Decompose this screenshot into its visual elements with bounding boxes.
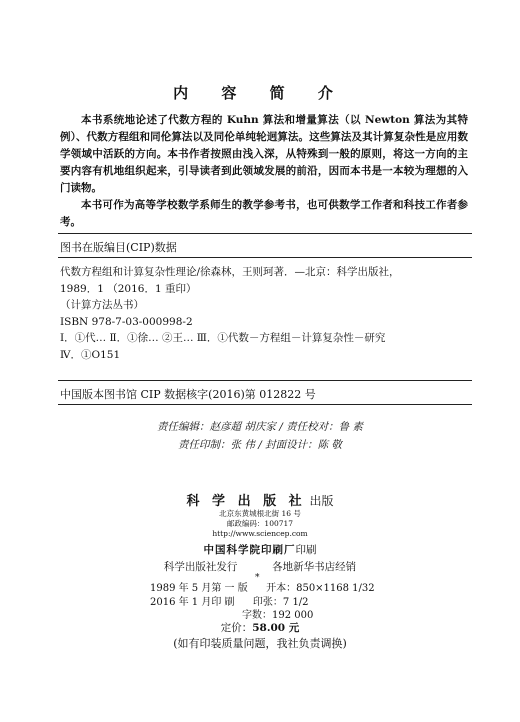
divider xyxy=(58,257,472,258)
publisher-name: 科 学 出 版 社 xyxy=(186,494,306,509)
divider xyxy=(58,380,472,381)
quality-note: (如有印装质量问题，我社负责调换) xyxy=(173,637,347,650)
divider xyxy=(58,233,472,234)
distributor: 科学出版社发行 xyxy=(163,561,238,573)
abstract-paragraph-1: 本书系统地论述了代数方程的 Kuhn 算法和增量算法（以 Newton 算法为其特例）、代数方程组和同伦算法以及同伦单纯轮迥算法。这些算法及其计算复杂性是应用数学领域中活跃的方向。本书作者按照由浅入深，从特殊到一般的原则，将这一方向的主要内容有机地组织起来，引导读者到此领域发展的前沿，因而本书是一本较为理想的入门读物。 xyxy=(60,114,468,194)
cip-line: 1989．1 （2016．1 重印） xyxy=(60,282,197,295)
word-count: 字数：192 000 xyxy=(242,610,314,621)
publisher-suffix: 出版 xyxy=(309,494,334,508)
sheets: 印张：7 1/2 xyxy=(252,596,309,608)
price-block xyxy=(0,620,520,652)
editors-block xyxy=(0,418,520,454)
price-value: 58.00 元 xyxy=(252,622,300,634)
editors-line-1: 责任编辑：赵彦超 胡庆家 / 责任校对：鲁 素 xyxy=(157,421,363,433)
cip-record xyxy=(60,264,472,363)
publisher-postcode: 邮政编码：100717 xyxy=(226,519,294,528)
price-line xyxy=(0,620,520,636)
printer-name: 中国科学院印刷厂 xyxy=(203,544,296,556)
cip-heading: 图书在版编目(CIP)数据 xyxy=(60,241,177,254)
divider xyxy=(58,404,472,405)
cip-number: 中国版本图书馆 CIP 数据核字(2016)第 012822 号 xyxy=(60,388,316,401)
printer-line xyxy=(0,542,520,557)
printer-suffix: 印刷 xyxy=(295,544,317,556)
bookstores: 各地新华书店经销 xyxy=(272,561,357,573)
cip-line: Ⅳ．①O151 xyxy=(60,348,121,361)
distributor-line xyxy=(0,559,520,574)
publisher-line xyxy=(0,490,520,509)
editors-line-2: 责任印制：张 伟 / 封面设计：陈 敬 xyxy=(178,439,342,451)
cip-line: Ⅰ．①代… Ⅱ．①徐… ②王… Ⅲ．①代数－方程组－计算复杂性－研究 xyxy=(60,332,386,344)
edition-row xyxy=(150,596,470,610)
cip-line: （计算方法丛书） xyxy=(60,299,144,311)
print-date: 2016 年 1 月印 刷 xyxy=(150,596,235,608)
separator-star: * xyxy=(255,573,260,583)
cip-line: 代数方程组和计算复杂性理论/徐森林，王则珂著．—北京：科学出版社， xyxy=(60,266,400,278)
publisher-address: 北京东黄城根北街 16 号 xyxy=(219,509,301,518)
abstract-paragraph-2: 本书可作为高等学校数学系师生的教学参考书，也可供数学工作者和科技工作者参考。 xyxy=(60,199,468,228)
format: 开本：850×1168 1/32 xyxy=(266,583,375,594)
edition-info xyxy=(150,582,470,623)
edition-row xyxy=(150,582,470,596)
abstract xyxy=(60,112,468,231)
cip-line: ISBN 978-7-03-000998-2 xyxy=(60,315,193,328)
page-title: 内 容 简 介 xyxy=(173,84,347,102)
price-label: 定价： xyxy=(220,622,253,634)
first-edition: 1989 年 5 月第 一 版 xyxy=(150,583,248,594)
publisher-website: http://www.sciencep.com xyxy=(212,529,308,538)
